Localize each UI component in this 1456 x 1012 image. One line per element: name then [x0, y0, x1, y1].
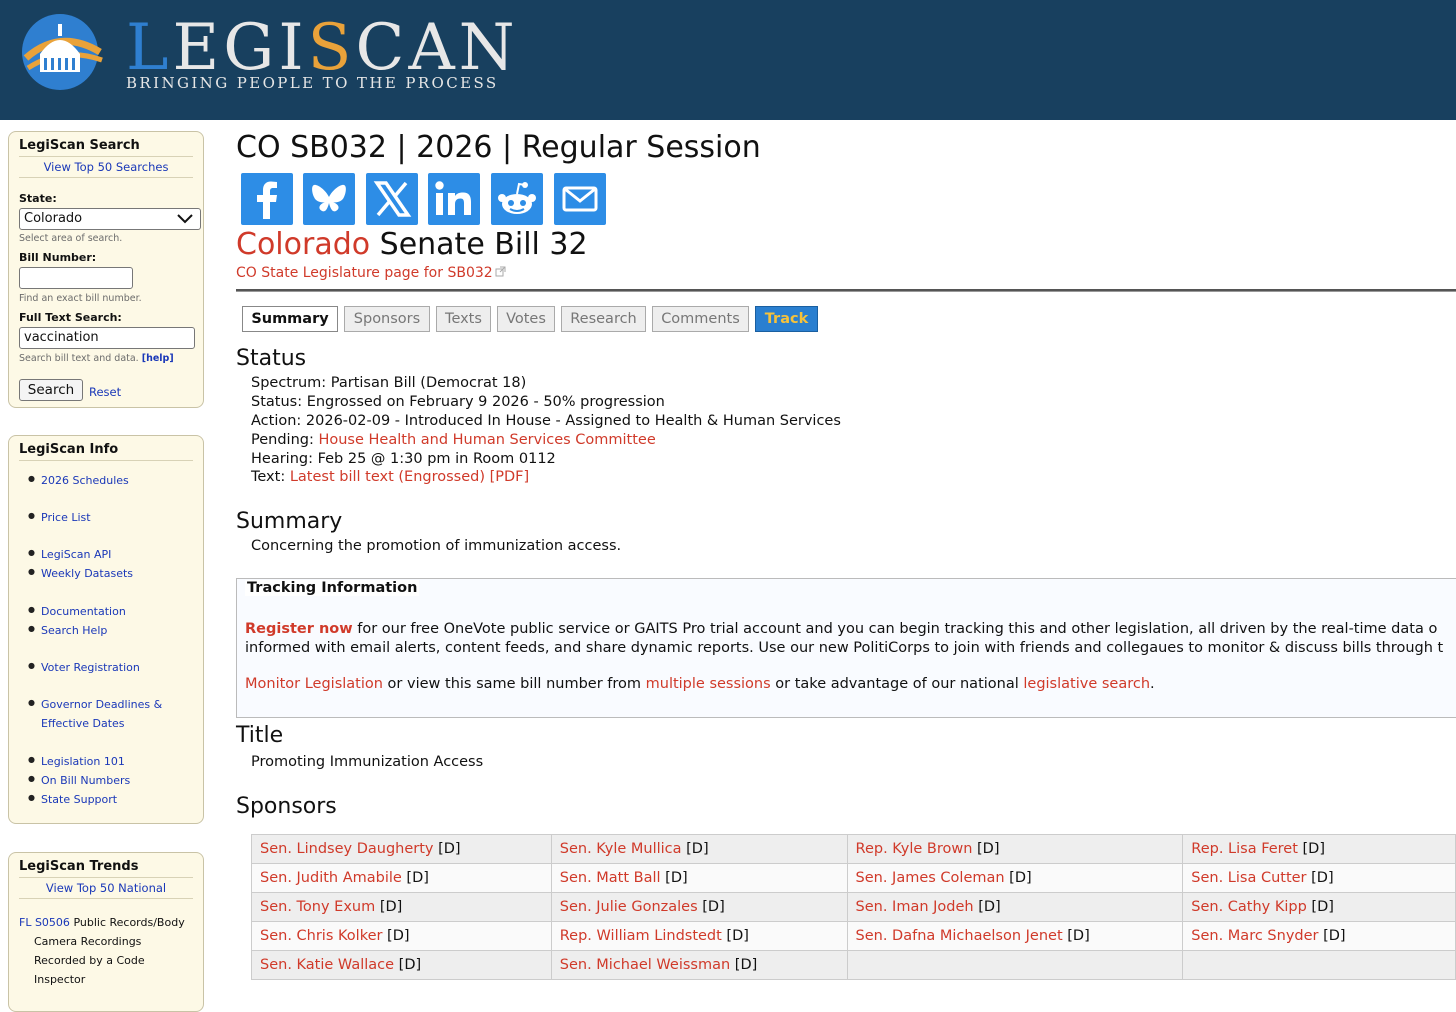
sponsor-party: [D]	[730, 957, 758, 973]
sponsor-link[interactable]: Sen. Kyle Mullica	[559, 841, 682, 857]
sponsor-link[interactable]: Sen. Julie Gonzales	[559, 899, 698, 915]
sponsor-link[interactable]: Sen. Marc Snyder	[1191, 928, 1319, 944]
sponsor-cell	[551, 864, 847, 893]
monitor-legislation-link[interactable]: Monitor Legislation	[245, 676, 383, 692]
sponsor-link[interactable]: Sen. Katie Wallace	[260, 957, 395, 973]
state-link-text: CO State Legislature page for SB032	[236, 265, 493, 281]
sponsor-cell	[551, 893, 847, 922]
sponsor-link[interactable]: Sen. Lisa Cutter	[1191, 870, 1307, 886]
top-searches-link[interactable]: View Top 50 Searches	[19, 160, 193, 178]
summary-text: Concerning the promotion of immunization access.	[251, 538, 622, 554]
sponsor-party: [D]	[375, 899, 403, 915]
tab-research[interactable]: Research	[561, 306, 646, 332]
table-row	[252, 922, 1456, 951]
sponsor-party: [D]	[1004, 870, 1032, 886]
bluesky-share-button[interactable]	[303, 173, 355, 225]
info-item-api[interactable]: ● LegiScan API	[28, 548, 112, 561]
status-hearing: Hearing: Feb 25 @ 1:30 pm in Room 0112	[251, 451, 556, 467]
sponsor-cell	[1183, 835, 1456, 864]
register-link[interactable]: Register now	[245, 621, 353, 637]
tracking-paragraph-1	[245, 620, 1456, 658]
sponsor-party: [D]	[1318, 928, 1346, 944]
legislative-search-link[interactable]: legislative search	[1023, 676, 1151, 692]
search-box	[8, 131, 204, 408]
sponsor-cell	[252, 893, 552, 922]
facebook-icon	[241, 173, 293, 225]
status-progress: Status: Engrossed on February 9 2026 - 50% progression	[251, 394, 665, 410]
sponsor-cell	[551, 835, 847, 864]
state-help: Select area of search.	[19, 233, 123, 244]
title-heading: Title	[236, 723, 284, 748]
sponsor-party: [D]	[382, 928, 410, 944]
sponsor-party: [D]	[721, 928, 749, 944]
state-select[interactable]	[19, 208, 201, 230]
status-pending	[251, 432, 656, 448]
top-national-link[interactable]: View Top 50 National	[19, 881, 193, 899]
sponsor-party: [D]	[1062, 928, 1090, 944]
trends-box	[8, 852, 204, 1012]
title-text: Promoting Immunization Access	[251, 754, 484, 770]
sponsor-link[interactable]: Sen. James Coleman	[855, 870, 1005, 886]
sponsor-cell	[252, 835, 552, 864]
table-row	[252, 864, 1456, 893]
sponsor-link[interactable]: Sen. Michael Weissman	[559, 957, 731, 973]
tracking-text-3: or view this same bill number from	[382, 676, 646, 692]
info-item-state-support[interactable]: ● State Support	[28, 793, 118, 806]
trend-text-3: Recorded by a Code	[34, 954, 145, 967]
info-item-voter-registration[interactable]: ● Voter Registration	[28, 661, 140, 674]
sponsor-party: [D]	[973, 899, 1001, 915]
state-legislature-link[interactable]	[236, 265, 506, 281]
sponsor-cell	[551, 922, 847, 951]
bluesky-icon	[303, 173, 355, 225]
sponsor-cell	[252, 951, 552, 980]
tracking-legend: Tracking Information	[247, 580, 418, 596]
text-label: Text:	[251, 469, 290, 485]
help-link[interactable]: [help]	[141, 353, 174, 364]
sponsor-link[interactable]: Sen. Matt Ball	[559, 870, 661, 886]
tracking-text-5: .	[1150, 676, 1155, 692]
tracking-text-4: or take advantage of our national	[770, 676, 1024, 692]
page-title: CO SB032 | 2026 | Regular Session	[236, 130, 761, 165]
sponsor-party: [D]	[401, 870, 429, 886]
state-select-value: Colorado	[24, 211, 83, 226]
status-spectrum: Spectrum: Partisan Bill (Democrat 18)	[251, 375, 527, 391]
table-row	[252, 835, 1456, 864]
status-action: Action: 2026-02-09 - Introduced In House - Assigned to Health & Human Services	[251, 413, 841, 429]
reddit-icon	[491, 173, 543, 225]
sponsor-cell	[1183, 951, 1456, 980]
linkedin-share-button[interactable]	[428, 173, 480, 225]
bill-name: Senate Bill 32	[379, 227, 588, 262]
legiscan-logo[interactable]	[18, 8, 519, 98]
sponsor-party: [D]	[972, 841, 1000, 857]
sponsors-heading: Sponsors	[236, 794, 337, 819]
sponsor-party: [D]	[660, 870, 688, 886]
capitol-dome-icon	[18, 8, 108, 98]
sponsor-cell	[847, 893, 1183, 922]
state-label: State:	[19, 192, 57, 205]
multiple-sessions-link[interactable]: multiple sessions	[645, 676, 771, 692]
linkedin-icon	[428, 173, 480, 225]
tab-votes[interactable]: Votes	[497, 306, 555, 332]
trend-text-1: Public Records/Body	[73, 916, 185, 929]
info-item-datasets[interactable]: ● Weekly Datasets	[28, 567, 134, 580]
info-item-search-help[interactable]: ● Search Help	[28, 624, 108, 637]
info-item-governor-deadlines[interactable]: ● Governor Deadlines &	[28, 698, 163, 711]
info-item-bill-numbers[interactable]: ● On Bill Numbers	[28, 774, 131, 787]
search-button[interactable]: Search	[19, 379, 83, 401]
sponsor-party: [D]	[1306, 870, 1334, 886]
x-share-button[interactable]	[366, 173, 418, 225]
email-icon	[554, 173, 606, 225]
sponsor-link[interactable]: Sen. Judith Amabile	[260, 870, 402, 886]
sponsor-cell	[847, 864, 1183, 893]
bill-heading	[236, 227, 588, 262]
sponsor-cell	[847, 951, 1183, 980]
bill-number-label: Bill Number:	[19, 251, 97, 264]
sponsors-table	[251, 834, 1456, 980]
pending-committee-link[interactable]: House Health and Human Services Committee	[318, 432, 656, 448]
fulltext-help-text: Search bill text and data.	[19, 353, 139, 364]
tab-comments[interactable]: Comments	[652, 306, 749, 332]
tab-track[interactable]: Track	[755, 306, 818, 332]
tab-summary[interactable]: Summary	[242, 306, 338, 332]
info-item-schedules[interactable]: ● 2026 Schedules	[28, 474, 129, 487]
info-item-documentation[interactable]: ● Documentation	[28, 605, 126, 618]
reset-link[interactable]: Reset	[89, 385, 122, 399]
chevron-down-icon	[176, 213, 194, 225]
trend-bill-link[interactable]: FL S0506	[19, 916, 70, 929]
info-item-effective-dates[interactable]: Effective Dates	[41, 717, 125, 730]
header-divider	[236, 289, 1456, 292]
trend-text-4: Inspector	[34, 973, 86, 986]
info-box-title: LegiScan Info	[19, 436, 193, 461]
tracking-text-1: for our free OneVote public service or GAITS Pro trial account and you can begin tracking this and other legislation, all driven by the real-time data o	[352, 621, 1438, 637]
sponsor-link[interactable]: Sen. Tony Exum	[260, 899, 376, 915]
tracking-paragraph-2	[245, 676, 1155, 692]
info-item-price-list[interactable]: ● Price List	[28, 511, 91, 524]
tab-texts[interactable]: Texts	[436, 306, 491, 332]
status-heading: Status	[236, 346, 307, 371]
trend-item	[19, 913, 199, 989]
logo-wordmark: LEGISCAN	[126, 11, 519, 85]
reddit-share-button[interactable]	[491, 173, 543, 225]
sponsor-cell	[847, 922, 1183, 951]
sponsor-link[interactable]: Sen. Dafna Michaelson Jenet	[855, 928, 1063, 944]
status-text	[251, 469, 529, 485]
info-item-legislation-101[interactable]: ● Legislation 101	[28, 755, 125, 768]
sponsor-party: [D]	[681, 841, 709, 857]
sponsor-link[interactable]: Sen. Cathy Kipp	[1191, 899, 1307, 915]
table-row	[252, 893, 1456, 922]
bill-number-input[interactable]	[19, 267, 133, 289]
tracking-text-2: informed with email alerts, content feeds, and share dynamic reports. Use our new PolitiCorps to join with friends and collegaues to monitor & discuss bills through t	[245, 640, 1444, 656]
trend-text-2: Camera Recordings	[34, 935, 142, 948]
sponsor-party: [D]	[1297, 841, 1325, 857]
fulltext-input[interactable]: vaccination	[19, 327, 195, 349]
sponsor-cell	[551, 951, 847, 980]
external-link-icon	[495, 266, 506, 277]
sponsor-cell	[1183, 864, 1456, 893]
sponsor-party: [D]	[697, 899, 725, 915]
sponsor-link[interactable]: Sen. Lindsey Daugherty	[260, 841, 434, 857]
bill-text-link[interactable]: Latest bill text (Engrossed) [PDF]	[289, 469, 530, 485]
sponsor-cell	[252, 922, 552, 951]
sponsor-link[interactable]: Sen. Chris Kolker	[260, 928, 383, 944]
x-icon	[366, 173, 418, 225]
fulltext-help	[19, 353, 174, 364]
bill-state: Colorado	[236, 227, 371, 262]
sponsor-link[interactable]: Rep. William Lindstedt	[559, 928, 722, 944]
email-share-button[interactable]	[554, 173, 606, 225]
sponsor-cell	[1183, 893, 1456, 922]
search-box-title: LegiScan Search	[19, 132, 193, 157]
bill-number-help: Find an exact bill number.	[19, 293, 142, 304]
sponsor-party: [D]	[394, 957, 422, 973]
fulltext-label: Full Text Search:	[19, 311, 122, 324]
table-row	[252, 951, 1456, 980]
sponsor-cell	[847, 835, 1183, 864]
sponsor-party: [D]	[1306, 899, 1334, 915]
sponsor-cell	[252, 864, 552, 893]
facebook-share-button[interactable]	[241, 173, 293, 225]
pending-label: Pending:	[251, 432, 319, 448]
tab-sponsors[interactable]: Sponsors	[344, 306, 430, 332]
summary-heading: Summary	[236, 509, 343, 534]
site-header	[0, 0, 1456, 120]
sponsor-link[interactable]: Rep. Kyle Brown	[855, 841, 973, 857]
sponsor-link[interactable]: Rep. Lisa Feret	[1191, 841, 1298, 857]
sponsor-cell	[1183, 922, 1456, 951]
logo-tagline: BRINGING PEOPLE TO THE PROCESS	[126, 74, 499, 92]
trends-box-title: LegiScan Trends	[19, 853, 193, 878]
sponsor-link[interactable]: Sen. Iman Jodeh	[855, 899, 974, 915]
info-box	[8, 435, 204, 824]
sponsor-party: [D]	[433, 841, 461, 857]
